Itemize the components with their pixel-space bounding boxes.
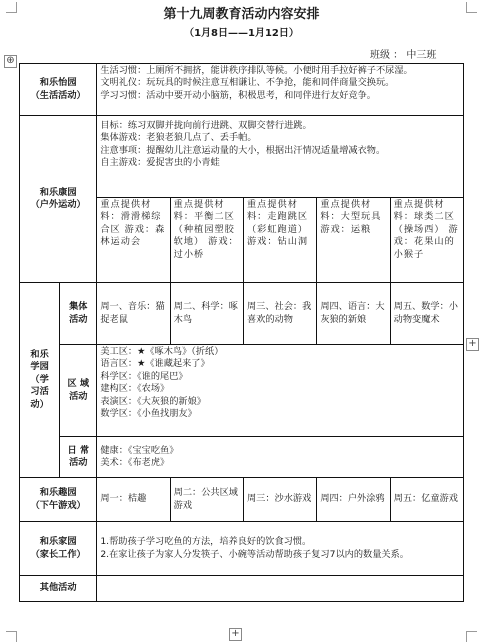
outdoor-day-cell[interactable]: 重点提供材料：平衡二区（种植园塑胶软地） 游戏：过小桥: [170, 198, 243, 283]
row-life: [20, 64, 464, 116]
page-corner-mark: [6, 631, 17, 642]
sub-label-areas[interactable]: 区 域 活动: [60, 345, 97, 437]
row-label-outdoor[interactable]: 和乐康园 （户外运动）: [20, 116, 97, 283]
life-content[interactable]: 生活习惯：上厕所不拥挤，能讲秩序排队等候。小便时用手拉好裤子不尿湿。 文明礼仪：玩玩具的时候注意互相谦让、不争抢，能和同伴商量交换玩。 学习习惯：活动中要开动小脑筋，积极思考，和同伴进行友好竞争。: [97, 64, 464, 116]
other-content[interactable]: [97, 576, 464, 602]
group-day-cell[interactable]: 周四、语言：大灰狼的新娘: [317, 283, 390, 345]
row-afternoon: [20, 478, 464, 522]
afternoon-day-cell[interactable]: 周一：桔趣: [97, 478, 170, 522]
row-outdoor: [20, 116, 464, 198]
group-day-cell[interactable]: 周一、音乐：猫捉老鼠: [97, 283, 170, 345]
outdoor-day-cell[interactable]: 重点提供材料：大型玩具 游戏：运粮: [317, 198, 390, 283]
outdoor-day-cell[interactable]: 重点提供材料：球类二区（操场西） 游戏：花果山的小猴子: [390, 198, 463, 283]
class-label: 班级 ： 中三班: [370, 50, 437, 61]
group-day-cell[interactable]: 周三、社会：我喜欢的动物: [243, 283, 316, 345]
row-label-home[interactable]: 和乐家园 （家长工作）: [20, 522, 97, 576]
outdoor-day-cell[interactable]: 重点提供材料：走跑跳区（彩虹跑道） 游戏：钻山洞: [243, 198, 316, 283]
row-label-life[interactable]: 和乐怡园 （生活活动）: [20, 64, 97, 116]
date-range: （1月8日——1月12日）: [184, 28, 299, 39]
page-corner-mark: [466, 631, 477, 642]
sub-label-daily[interactable]: 日 常 活动: [60, 437, 97, 478]
row-learning-group: [20, 283, 464, 345]
group-day-cell[interactable]: 周五、数学：小动物变魔术: [390, 283, 463, 345]
afternoon-day-cell[interactable]: 周三：沙水游戏: [243, 478, 316, 522]
daily-activities[interactable]: 健康：《宝宝吃鱼》 美术：《布老虎》: [97, 437, 464, 478]
group-day-cell[interactable]: 周二、科学：啄木鸟: [170, 283, 243, 345]
outdoor-day-cell[interactable]: 重点提供材料：滑滑梯综合区 游戏：森林运动会: [97, 198, 170, 283]
row-label-learning[interactable]: 和乐 学园 （学 习活 动）: [20, 283, 60, 478]
add-column-plus-icon[interactable]: +: [466, 338, 479, 351]
afternoon-day-cell[interactable]: 周五：亿童游戏: [390, 478, 463, 522]
row-learning-daily: [20, 437, 464, 478]
outdoor-goals[interactable]: 目标：练习双脚并拢向前行进跳、双脚交替行进跳。 集体游戏：老狼老狼几点了、丢手帕。 注意事项：提醒幼儿注意运动量的大小，根据出汗情况适量增减衣物。 自主游戏：爱捉害虫的小青蛙: [97, 116, 464, 198]
sub-label-group[interactable]: 集体 活动: [60, 283, 97, 345]
afternoon-day-cell[interactable]: 周四：户外涂鸦: [317, 478, 390, 522]
page-title: 第十九周教育活动内容安排: [163, 7, 320, 22]
afternoon-day-cell[interactable]: 周二：公共区域游戏: [170, 478, 243, 522]
row-home: [20, 522, 464, 576]
home-content[interactable]: 1.帮助孩子学习吃鱼的方法，培养良好的饮食习惯。 2.在家让孩子为家人分发筷子、小碗等活动帮助孩子复习7以内的数量关系。: [97, 522, 464, 576]
row-label-other[interactable]: 其他活动: [20, 576, 97, 602]
row-label-afternoon[interactable]: 和乐趣园 （下午游戏）: [20, 478, 97, 522]
row-other: [20, 576, 464, 602]
add-row-plus-icon[interactable]: +: [229, 628, 242, 641]
table-move-handle-icon[interactable]: ⊕: [4, 55, 17, 68]
schedule-table: [19, 63, 464, 602]
area-activities[interactable]: 美工区：★《啄木鸟》（折纸） 语言区：★《谁藏起来了》 科学区：《谁的尾巴》 建构区：《农场》 表演区：《大灰狼的新娘》 数学区：《小鱼找朋友》: [97, 345, 464, 437]
row-learning-areas: [20, 345, 464, 437]
